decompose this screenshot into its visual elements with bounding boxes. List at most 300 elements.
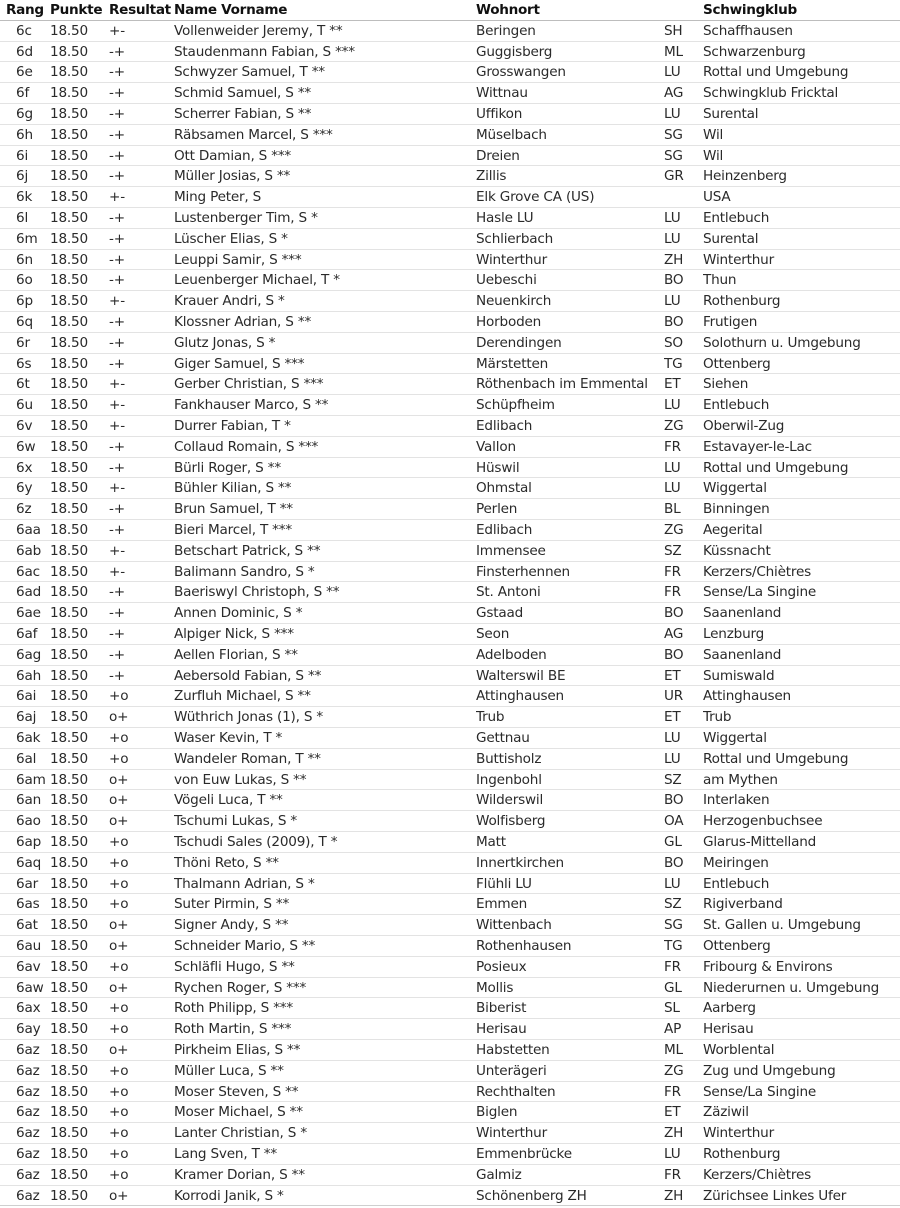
wohnort-cell: Attinghausen	[476, 688, 564, 705]
rang-cell: 6az	[16, 1166, 40, 1183]
wohnort-cell: Uffikon	[476, 106, 523, 122]
schwingklub-cell: Interlaken	[703, 792, 770, 809]
table-row	[0, 125, 900, 146]
kanton-cell: TG	[664, 938, 683, 954]
rang-cell: 6t	[16, 376, 30, 393]
kanton-cell: LU	[664, 230, 681, 247]
punkte-cell: 18.50	[50, 43, 88, 60]
resultat-cell: o+	[109, 792, 129, 809]
rang-cell: 6m	[16, 230, 38, 247]
table-row	[0, 770, 900, 791]
schwingklub-cell: Glarus-Mittelland	[703, 834, 817, 850]
punkte-cell: 18.50	[50, 1042, 88, 1058]
resultat-cell: +-	[109, 189, 125, 206]
punkte-cell: 18.50	[50, 168, 88, 185]
schwingklub-cell: Wil	[703, 126, 724, 143]
schwingklub-cell: Schaffhausen	[703, 22, 793, 39]
rang-cell: 6ak	[16, 730, 41, 746]
punkte-cell: 18.50	[50, 750, 88, 767]
resultat-cell: -+	[109, 438, 125, 455]
schwingklub-cell: Rothenburg	[703, 293, 781, 310]
table-row	[0, 520, 900, 541]
kanton-cell: FR	[664, 438, 681, 455]
schwingklub-cell: Meiringen	[703, 854, 769, 871]
punkte-cell: 18.50	[50, 293, 88, 310]
name-cell: Alpiger Nick, S ***	[174, 626, 294, 642]
name-cell: Tschumi Lukas, S *	[174, 813, 297, 830]
table-row	[0, 1102, 900, 1123]
rang-cell: 6ar	[16, 875, 38, 892]
wohnort-cell: Edlibach	[476, 418, 533, 434]
schwingklub-cell: Frutigen	[703, 314, 758, 330]
resultat-cell: -+	[109, 251, 125, 268]
resultat-cell: -+	[109, 230, 125, 247]
kanton-cell: LU	[664, 480, 681, 497]
punkte-cell: 18.50	[50, 85, 88, 102]
table-row	[0, 811, 900, 832]
resultat-cell: -+	[109, 210, 125, 226]
punkte-cell: 18.50	[50, 64, 88, 81]
name-cell: Staudenmann Fabian, S ***	[174, 43, 355, 60]
resultat-cell: +o	[109, 1166, 129, 1183]
name-cell: Vögeli Luca, T **	[174, 792, 283, 809]
rang-cell: 6d	[16, 43, 33, 60]
schwingklub-cell: Lenzburg	[703, 626, 765, 642]
kanton-cell: LU	[664, 210, 681, 226]
name-cell: Müller Luca, S **	[174, 1062, 284, 1079]
wohnort-cell: Winterthur	[476, 1125, 547, 1142]
kanton-cell: SH	[664, 22, 683, 39]
name-cell: Moser Michael, S **	[174, 1104, 303, 1121]
wohnort-cell: Galmiz	[476, 1166, 522, 1183]
kanton-cell: ET	[664, 1104, 681, 1121]
wohnort-cell: Zillis	[476, 168, 507, 185]
punkte-cell: 18.50	[50, 355, 88, 372]
wohnort-cell: Matt	[476, 834, 506, 850]
wohnort-cell: Winterthur	[476, 251, 547, 268]
name-cell: Leuenberger Michael, T *	[174, 272, 340, 289]
punkte-cell: 18.50	[50, 834, 88, 850]
rang-cell: 6aj	[16, 709, 37, 726]
name-cell: Pirkheim Elias, S **	[174, 1042, 301, 1058]
schwingklub-cell: Sumiswald	[703, 667, 775, 684]
resultat-cell: -+	[109, 459, 125, 476]
table-row	[0, 416, 900, 437]
schwingklub-cell: Herzogenbuchsee	[703, 813, 823, 830]
punkte-cell: 18.50	[50, 522, 88, 538]
resultat-cell: -+	[109, 584, 125, 601]
table-row	[0, 499, 900, 520]
header-name: Name Vorname	[174, 2, 288, 18]
rang-cell: 6az	[16, 1187, 40, 1204]
schwingklub-cell: USA	[703, 189, 731, 206]
header-schwingklub: Schwingklub	[703, 2, 797, 18]
kanton-cell: BO	[664, 792, 684, 809]
wohnort-cell: Emmen	[476, 896, 528, 913]
punkte-cell: 18.50	[50, 1000, 88, 1017]
kanton-cell: GL	[664, 979, 682, 996]
resultat-cell: +o	[109, 875, 129, 892]
wohnort-cell: Trub	[476, 709, 505, 726]
wohnort-cell: Flühli LU	[476, 875, 532, 892]
table-row	[0, 582, 900, 603]
rang-cell: 6aw	[16, 979, 44, 996]
wohnort-cell: Immensee	[476, 542, 546, 559]
name-cell: Wandeler Roman, T **	[174, 750, 321, 767]
rang-cell: 6i	[16, 147, 29, 164]
schwingklub-cell: Heinzenberg	[703, 168, 787, 185]
schwingklub-cell: Siehen	[703, 376, 749, 393]
table-row	[0, 478, 900, 499]
resultat-cell: +o	[109, 896, 129, 913]
name-cell: Lüscher Elias, S *	[174, 230, 288, 247]
rang-cell: 6az	[16, 1062, 40, 1079]
schwingklub-cell: St. Gallen u. Umgebung	[703, 917, 861, 934]
header-wohnort: Wohnort	[476, 2, 540, 18]
table-row	[0, 894, 900, 915]
resultat-cell: +o	[109, 730, 129, 746]
kanton-cell: BO	[664, 605, 684, 622]
header-rang: Rang	[6, 2, 44, 18]
table-row	[0, 62, 900, 83]
resultat-cell: +o	[109, 854, 129, 871]
table-row	[0, 1165, 900, 1186]
rang-cell: 6ax	[16, 1000, 41, 1017]
name-cell: Brun Samuel, T **	[174, 501, 293, 518]
punkte-cell: 18.50	[50, 1125, 88, 1142]
schwingklub-cell: Aarberg	[703, 1000, 756, 1017]
kanton-cell: FR	[664, 584, 681, 601]
resultat-cell: -+	[109, 314, 125, 330]
table-header-row	[0, 0, 900, 21]
table-row	[0, 270, 900, 291]
name-cell: Betschart Patrick, S **	[174, 542, 321, 559]
schwingklub-cell: Ottenberg	[703, 355, 771, 372]
rang-cell: 6w	[16, 438, 36, 455]
wohnort-cell: Herisau	[476, 1021, 527, 1038]
kanton-cell: SZ	[664, 896, 682, 913]
rang-cell: 6aq	[16, 854, 42, 871]
schwingklub-cell: Wiggertal	[703, 730, 767, 746]
name-cell: Zurfluh Michael, S **	[174, 688, 311, 705]
schwingklub-cell: Sense/La Singine	[703, 1083, 817, 1100]
name-cell: Kramer Dorian, S **	[174, 1166, 305, 1183]
schwingklub-cell: Surental	[703, 106, 759, 122]
name-cell: Thöni Reto, S **	[174, 854, 279, 871]
table-row	[0, 853, 900, 874]
wohnort-cell: Unterägeri	[476, 1062, 547, 1079]
kanton-cell: BO	[664, 854, 684, 871]
wohnort-cell: Biberist	[476, 1000, 527, 1017]
rang-cell: 6n	[16, 251, 33, 268]
table-row	[0, 666, 900, 687]
table-row	[0, 1144, 900, 1165]
wohnort-cell: Gstaad	[476, 605, 524, 622]
kanton-cell: FR	[664, 1083, 681, 1100]
schwingklub-cell: Niederurnen u. Umgebung	[703, 979, 880, 996]
rang-cell: 6av	[16, 958, 41, 975]
table-row	[0, 541, 900, 562]
name-cell: Schwyzer Samuel, T **	[174, 64, 325, 81]
name-cell: Schneider Mario, S **	[174, 938, 316, 954]
rang-cell: 6h	[16, 126, 33, 143]
punkte-cell: 18.50	[50, 210, 88, 226]
kanton-cell: LU	[664, 1146, 681, 1162]
table-row	[0, 1019, 900, 1040]
rang-cell: 6aa	[16, 522, 41, 538]
punkte-cell: 18.50	[50, 771, 88, 788]
rang-cell: 6s	[16, 355, 32, 372]
schwingklub-cell: Entlebuch	[703, 875, 770, 892]
wohnort-cell: Wittenbach	[476, 917, 552, 934]
table-row	[0, 832, 900, 853]
wohnort-cell: Horboden	[476, 314, 542, 330]
table-row	[0, 749, 900, 770]
schwingklub-cell: Sense/La Singine	[703, 584, 817, 601]
rang-cell: 6f	[16, 85, 30, 102]
resultat-cell: +o	[109, 1062, 129, 1079]
name-cell: Waser Kevin, T *	[174, 730, 283, 746]
resultat-cell: -+	[109, 168, 125, 185]
table-row	[0, 957, 900, 978]
rang-cell: 6p	[16, 293, 33, 310]
punkte-cell: 18.50	[50, 938, 88, 954]
wohnort-cell: Ohmstal	[476, 480, 532, 497]
rang-cell: 6az	[16, 1146, 40, 1162]
schwingklub-cell: Aegerital	[703, 522, 763, 538]
table-row	[0, 312, 900, 333]
punkte-cell: 18.50	[50, 459, 88, 476]
schwingklub-cell: Rottal und Umgebung	[703, 64, 849, 81]
name-cell: Schmid Samuel, S **	[174, 85, 312, 102]
kanton-cell: LU	[664, 875, 681, 892]
rang-cell: 6e	[16, 64, 33, 81]
wohnort-cell: Edlibach	[476, 522, 533, 538]
name-cell: Müller Josias, S **	[174, 168, 291, 185]
rang-cell: 6v	[16, 418, 33, 434]
rang-cell: 6ae	[16, 605, 41, 622]
table-row	[0, 562, 900, 583]
resultat-cell: +-	[109, 542, 125, 559]
punkte-cell: 18.50	[50, 979, 88, 996]
resultat-cell: -+	[109, 43, 125, 60]
name-cell: Lang Sven, T **	[174, 1146, 277, 1162]
schwingklub-cell: Oberwil-Zug	[703, 418, 785, 434]
wohnort-cell: Schüpfheim	[476, 397, 555, 414]
kanton-cell: ML	[664, 1042, 683, 1058]
kanton-cell: ET	[664, 376, 681, 393]
table-row	[0, 915, 900, 936]
wohnort-cell: Wolfisberg	[476, 813, 546, 830]
table-row	[0, 42, 900, 63]
rang-cell: 6az	[16, 1125, 40, 1142]
schwingklub-cell: Ottenberg	[703, 938, 771, 954]
table-row	[0, 603, 900, 624]
name-cell: Räbsamen Marcel, S ***	[174, 126, 333, 143]
resultat-cell: -+	[109, 605, 125, 622]
punkte-cell: 18.50	[50, 334, 88, 351]
wohnort-cell: Hüswil	[476, 459, 520, 476]
wohnort-cell: Posieux	[476, 958, 527, 975]
wohnort-cell: Müselbach	[476, 126, 547, 143]
wohnort-cell: Gettnau	[476, 730, 530, 746]
name-cell: Schläfli Hugo, S **	[174, 958, 295, 975]
schwingklub-cell: Zäziwil	[703, 1104, 749, 1121]
table-row	[0, 936, 900, 957]
table-row	[0, 104, 900, 125]
table-row	[0, 229, 900, 250]
kanton-cell: LU	[664, 106, 681, 122]
schwingklub-cell: Entlebuch	[703, 397, 770, 414]
table-row	[0, 146, 900, 167]
punkte-cell: 18.50	[50, 1083, 88, 1100]
table-row	[0, 374, 900, 395]
rang-cell: 6y	[16, 480, 33, 497]
resultat-cell: o+	[109, 709, 129, 726]
name-cell: Aebersold Fabian, S **	[174, 667, 322, 684]
name-cell: Roth Philipp, S ***	[174, 1000, 294, 1017]
resultat-cell: +o	[109, 1083, 129, 1100]
rang-cell: 6ac	[16, 563, 40, 580]
table-row	[0, 437, 900, 458]
table-row	[0, 645, 900, 666]
punkte-cell: 18.50	[50, 1187, 88, 1204]
schwingklub-cell: Winterthur	[703, 1125, 774, 1142]
wohnort-cell: Mollis	[476, 979, 514, 996]
punkte-cell: 18.50	[50, 875, 88, 892]
wohnort-cell: Rothenhausen	[476, 938, 572, 954]
kanton-cell: ZG	[664, 1062, 684, 1079]
kanton-cell: BL	[664, 501, 681, 518]
resultat-cell: +o	[109, 1000, 129, 1017]
resultat-cell: o+	[109, 1042, 129, 1058]
schwingklub-cell: Küssnacht	[703, 542, 771, 559]
schwingklub-cell: Saanenland	[703, 605, 782, 622]
rang-cell: 6ap	[16, 834, 42, 850]
name-cell: Tschudi Sales (2009), T *	[174, 834, 338, 850]
wohnort-cell: Perlen	[476, 501, 518, 518]
punkte-cell: 18.50	[50, 688, 88, 705]
rang-cell: 6ad	[16, 584, 42, 601]
resultat-cell: +o	[109, 1021, 129, 1038]
punkte-cell: 18.50	[50, 1021, 88, 1038]
kanton-cell: SZ	[664, 542, 682, 559]
punkte-cell: 18.50	[50, 792, 88, 809]
punkte-cell: 18.50	[50, 480, 88, 497]
name-cell: Scherrer Fabian, S **	[174, 106, 312, 122]
kanton-cell: ZH	[664, 1187, 684, 1204]
resultat-cell: -+	[109, 522, 125, 538]
kanton-cell: BO	[664, 272, 684, 289]
wohnort-cell: Neuenkirch	[476, 293, 552, 310]
kanton-cell: BO	[664, 314, 684, 330]
wohnort-cell: Guggisberg	[476, 43, 553, 60]
punkte-cell: 18.50	[50, 1146, 88, 1162]
rang-cell: 6x	[16, 459, 33, 476]
punkte-cell: 18.50	[50, 1166, 88, 1183]
wohnort-cell: Ingenbohl	[476, 771, 542, 788]
rang-cell: 6u	[16, 397, 33, 414]
schwingklub-cell: Thun	[703, 272, 737, 289]
resultat-cell: +-	[109, 376, 125, 393]
name-cell: Gerber Christian, S ***	[174, 376, 324, 393]
kanton-cell: SG	[664, 917, 683, 934]
resultat-cell: +-	[109, 397, 125, 414]
kanton-cell: ZG	[664, 522, 684, 538]
rang-cell: 6q	[16, 314, 33, 330]
punkte-cell: 18.50	[50, 563, 88, 580]
name-cell: Vollenweider Jeremy, T **	[174, 22, 343, 39]
kanton-cell: LU	[664, 459, 681, 476]
schwingklub-cell: Fribourg & Environs	[703, 958, 833, 975]
resultat-cell: +o	[109, 1146, 129, 1162]
resultat-cell: -+	[109, 85, 125, 102]
table-row	[0, 291, 900, 312]
name-cell: Lustenberger Tim, S *	[174, 210, 318, 226]
schwingklub-cell: Rottal und Umgebung	[703, 459, 849, 476]
name-cell: von Euw Lukas, S **	[174, 771, 307, 788]
name-cell: Moser Steven, S **	[174, 1083, 299, 1100]
name-cell: Ming Peter, S	[174, 189, 262, 206]
resultat-cell: -+	[109, 501, 125, 518]
rang-cell: 6ay	[16, 1021, 41, 1038]
table-row	[0, 1186, 900, 1207]
wohnort-cell: Emmenbrücke	[476, 1146, 572, 1162]
schwingklub-cell: Wil	[703, 147, 724, 164]
kanton-cell: ZG	[664, 418, 684, 434]
resultat-cell: +o	[109, 750, 129, 767]
wohnort-cell: Röthenbach im Emmental	[476, 376, 648, 393]
wohnort-cell: Buttisholz	[476, 750, 542, 767]
name-cell: Klossner Adrian, S **	[174, 314, 312, 330]
schwingklub-cell: Trub	[703, 709, 732, 726]
wohnort-cell: Märstetten	[476, 355, 549, 372]
name-cell: Rychen Roger, S ***	[174, 979, 307, 996]
name-cell: Krauer Andri, S *	[174, 293, 285, 310]
rang-cell: 6am	[16, 771, 46, 788]
rang-cell: 6an	[16, 792, 41, 809]
punkte-cell: 18.50	[50, 958, 88, 975]
punkte-cell: 18.50	[50, 126, 88, 143]
kanton-cell: GL	[664, 834, 682, 850]
kanton-cell: ZH	[664, 1125, 684, 1142]
table-row	[0, 624, 900, 645]
table-row	[0, 686, 900, 707]
wohnort-cell: Seon	[476, 626, 510, 642]
wohnort-cell: Schlierbach	[476, 230, 554, 247]
kanton-cell: FR	[664, 1166, 681, 1183]
schwingklub-cell: Kerzers/Chiètres	[703, 563, 812, 580]
schwingklub-cell: Rottal und Umgebung	[703, 750, 849, 767]
rang-cell: 6az	[16, 1104, 40, 1121]
kanton-cell: LU	[664, 293, 681, 310]
punkte-cell: 18.50	[50, 896, 88, 913]
wohnort-cell: Beringen	[476, 22, 536, 39]
schwingklub-cell: Zürichsee Linkes Ufer	[703, 1187, 847, 1204]
rang-cell: 6al	[16, 750, 37, 767]
name-cell: Korrodi Janik, S *	[174, 1187, 284, 1204]
schwingklub-cell: Solothurn u. Umgebung	[703, 334, 861, 351]
rang-cell: 6o	[16, 272, 33, 289]
name-cell: Fankhauser Marco, S **	[174, 397, 329, 414]
table-row	[0, 333, 900, 354]
name-cell: Bürli Roger, S **	[174, 459, 281, 476]
rang-cell: 6ab	[16, 542, 42, 559]
resultat-cell: +o	[109, 1104, 129, 1121]
punkte-cell: 18.50	[50, 1104, 88, 1121]
resultat-cell: +-	[109, 480, 125, 497]
punkte-cell: 18.50	[50, 272, 88, 289]
